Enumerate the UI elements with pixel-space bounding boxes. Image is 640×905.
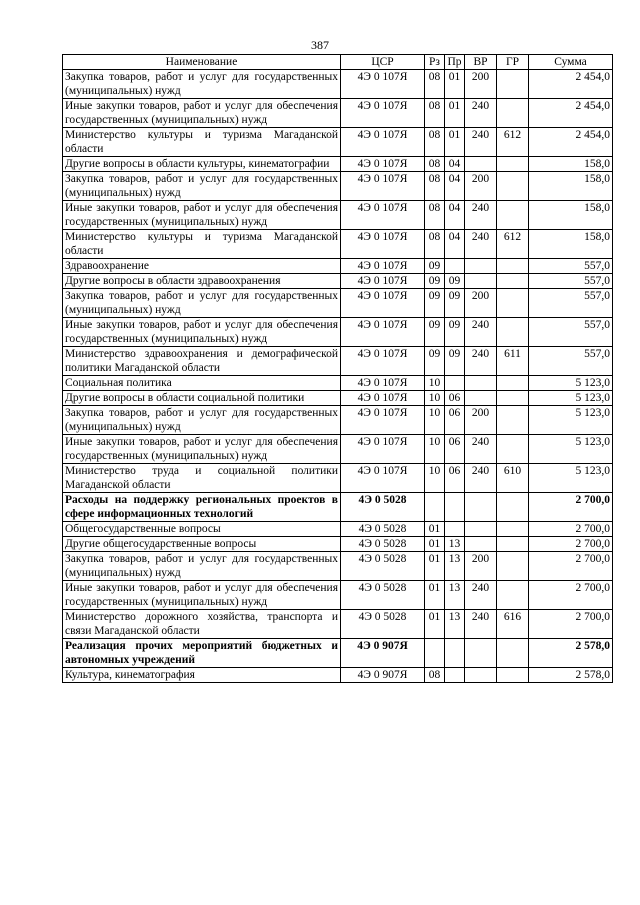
cell-gr (497, 639, 529, 668)
cell-rz: 09 (425, 274, 445, 289)
cell-name: Другие вопросы в области социальной политики (63, 391, 341, 406)
table-row (63, 581, 613, 610)
table-row (63, 552, 613, 581)
cell-pr: 06 (445, 391, 465, 406)
cell-pr: 09 (445, 289, 465, 318)
cell-vr: 240 (465, 464, 497, 493)
cell-vr (465, 537, 497, 552)
cell-rz: 09 (425, 318, 445, 347)
cell-name: Закупка товаров, работ и услуг для государственных (муниципальных) нужд (63, 289, 341, 318)
table-row (63, 435, 613, 464)
cell-name: Социальная политика (63, 376, 341, 391)
cell-sum: 2 578,0 (529, 668, 613, 683)
cell-rz: 10 (425, 435, 445, 464)
cell-csr: 4Э 0 107Я (341, 435, 425, 464)
cell-name: Другие вопросы в области здравоохранения (63, 274, 341, 289)
cell-sum: 2 700,0 (529, 537, 613, 552)
cell-rz: 01 (425, 552, 445, 581)
cell-csr: 4Э 0 5028 (341, 552, 425, 581)
cell-csr: 4Э 0 107Я (341, 289, 425, 318)
cell-rz: 08 (425, 128, 445, 157)
cell-vr (465, 639, 497, 668)
cell-csr: 4Э 0 107Я (341, 201, 425, 230)
cell-gr (497, 552, 529, 581)
cell-rz (425, 493, 445, 522)
cell-pr (445, 493, 465, 522)
table-row (63, 639, 613, 668)
cell-csr: 4Э 0 107Я (341, 128, 425, 157)
cell-csr: 4Э 0 107Я (341, 99, 425, 128)
cell-sum: 557,0 (529, 274, 613, 289)
cell-gr (497, 157, 529, 172)
cell-csr: 4Э 0 907Я (341, 639, 425, 668)
table-row (63, 172, 613, 201)
cell-vr: 200 (465, 289, 497, 318)
cell-csr: 4Э 0 5028 (341, 493, 425, 522)
cell-sum: 5 123,0 (529, 376, 613, 391)
cell-gr (497, 274, 529, 289)
header-vr: ВР (465, 55, 497, 70)
table-row (63, 289, 613, 318)
cell-pr (445, 668, 465, 683)
cell-gr (497, 70, 529, 99)
cell-pr: 01 (445, 128, 465, 157)
cell-csr: 4Э 0 107Я (341, 259, 425, 274)
cell-rz: 10 (425, 406, 445, 435)
cell-pr: 09 (445, 274, 465, 289)
cell-sum: 158,0 (529, 230, 613, 259)
table-row (63, 201, 613, 230)
cell-name: Закупка товаров, работ и услуг для государственных (муниципальных) нужд (63, 406, 341, 435)
cell-name: Закупка товаров, работ и услуг для государственных (муниципальных) нужд (63, 70, 341, 99)
header-pr: Пр (445, 55, 465, 70)
cell-csr: 4Э 0 107Я (341, 274, 425, 289)
cell-vr: 240 (465, 201, 497, 230)
table-row (63, 464, 613, 493)
cell-pr: 06 (445, 435, 465, 464)
cell-sum: 2 700,0 (529, 493, 613, 522)
cell-sum: 557,0 (529, 347, 613, 376)
cell-csr: 4Э 0 107Я (341, 391, 425, 406)
table-row (63, 230, 613, 259)
header-sum: Сумма (529, 55, 613, 70)
cell-gr (497, 537, 529, 552)
cell-name: Министерство культуры и туризма Магаданской области (63, 230, 341, 259)
cell-csr: 4Э 0 107Я (341, 406, 425, 435)
cell-csr: 4Э 0 107Я (341, 70, 425, 99)
cell-rz: 08 (425, 230, 445, 259)
cell-name: Министерство здравоохранения и демографической политики Магаданской области (63, 347, 341, 376)
cell-vr: 240 (465, 435, 497, 464)
cell-name: Министерство дорожного хозяйства, транспорта и связи Магаданской области (63, 610, 341, 639)
table-row (63, 493, 613, 522)
cell-name: Иные закупки товаров, работ и услуг для обеспечения государственных (муниципальных) нужд (63, 201, 341, 230)
cell-sum: 557,0 (529, 318, 613, 347)
table-row (63, 99, 613, 128)
cell-csr: 4Э 0 107Я (341, 230, 425, 259)
cell-csr: 4Э 0 5028 (341, 610, 425, 639)
cell-sum: 2 700,0 (529, 610, 613, 639)
cell-rz: 01 (425, 581, 445, 610)
cell-rz: 08 (425, 201, 445, 230)
header-csr: ЦСР (341, 55, 425, 70)
cell-rz: 09 (425, 289, 445, 318)
cell-vr: 200 (465, 70, 497, 99)
cell-sum: 158,0 (529, 157, 613, 172)
cell-vr: 240 (465, 318, 497, 347)
cell-vr (465, 493, 497, 522)
cell-pr (445, 522, 465, 537)
cell-rz: 01 (425, 610, 445, 639)
cell-name: Реализация прочих мероприятий бюджетных и автономных учреждений (63, 639, 341, 668)
table-row (63, 274, 613, 289)
page-number: 387 (311, 38, 329, 52)
cell-pr (445, 376, 465, 391)
cell-vr (465, 376, 497, 391)
table-row (63, 347, 613, 376)
cell-rz (425, 639, 445, 668)
cell-name: Иные закупки товаров, работ и услуг для обеспечения государственных (муниципальных) нужд (63, 581, 341, 610)
cell-vr: 240 (465, 347, 497, 376)
table-row (63, 157, 613, 172)
cell-vr (465, 259, 497, 274)
cell-gr: 612 (497, 128, 529, 157)
table-row (63, 128, 613, 157)
cell-csr: 4Э 0 107Я (341, 347, 425, 376)
cell-gr (497, 406, 529, 435)
cell-vr (465, 274, 497, 289)
cell-name: Министерство труда и социальной политики Магаданской области (63, 464, 341, 493)
cell-sum: 2 700,0 (529, 552, 613, 581)
cell-vr: 240 (465, 581, 497, 610)
cell-gr: 612 (497, 230, 529, 259)
cell-vr: 240 (465, 230, 497, 259)
cell-pr: 04 (445, 201, 465, 230)
cell-gr (497, 391, 529, 406)
cell-pr: 06 (445, 464, 465, 493)
table-row (63, 537, 613, 552)
cell-rz: 10 (425, 376, 445, 391)
cell-pr (445, 259, 465, 274)
cell-pr: 09 (445, 318, 465, 347)
cell-pr: 04 (445, 172, 465, 201)
cell-gr (497, 668, 529, 683)
cell-gr (497, 581, 529, 610)
cell-vr: 200 (465, 406, 497, 435)
cell-pr: 04 (445, 230, 465, 259)
cell-rz: 08 (425, 99, 445, 128)
budget-table (62, 54, 613, 683)
cell-gr (497, 493, 529, 522)
cell-sum: 2 454,0 (529, 128, 613, 157)
cell-sum: 2 700,0 (529, 522, 613, 537)
table-row (63, 318, 613, 347)
cell-name: Расходы на поддержку региональных проектов в сфере информационных технологий (63, 493, 341, 522)
cell-gr (497, 99, 529, 128)
cell-sum: 557,0 (529, 289, 613, 318)
cell-vr (465, 391, 497, 406)
cell-name: Другие вопросы в области культуры, кинематографии (63, 157, 341, 172)
cell-vr (465, 157, 497, 172)
table-row (63, 259, 613, 274)
cell-name: Общегосударственные вопросы (63, 522, 341, 537)
cell-name: Министерство культуры и туризма Магаданской области (63, 128, 341, 157)
cell-gr: 610 (497, 464, 529, 493)
cell-rz: 01 (425, 537, 445, 552)
cell-vr: 240 (465, 99, 497, 128)
cell-rz: 09 (425, 347, 445, 376)
cell-csr: 4Э 0 107Я (341, 157, 425, 172)
cell-pr: 01 (445, 70, 465, 99)
header-gr: ГР (497, 55, 529, 70)
cell-name: Закупка товаров, работ и услуг для государственных (муниципальных) нужд (63, 552, 341, 581)
cell-sum: 5 123,0 (529, 391, 613, 406)
cell-sum: 158,0 (529, 172, 613, 201)
cell-rz: 08 (425, 172, 445, 201)
cell-name: Культура, кинематография (63, 668, 341, 683)
cell-gr (497, 376, 529, 391)
cell-vr: 240 (465, 610, 497, 639)
cell-gr (497, 318, 529, 347)
cell-sum: 557,0 (529, 259, 613, 274)
cell-vr (465, 522, 497, 537)
cell-pr: 13 (445, 537, 465, 552)
cell-vr (465, 668, 497, 683)
cell-csr: 4Э 0 5028 (341, 522, 425, 537)
cell-csr: 4Э 0 107Я (341, 318, 425, 347)
table-row (63, 391, 613, 406)
cell-csr: 4Э 0 107Я (341, 464, 425, 493)
header-rz: Рз (425, 55, 445, 70)
cell-sum: 5 123,0 (529, 464, 613, 493)
cell-sum: 5 123,0 (529, 435, 613, 464)
table-row (63, 376, 613, 391)
table-header-row (63, 55, 613, 70)
cell-gr (497, 289, 529, 318)
table-body (63, 70, 613, 683)
cell-gr: 611 (497, 347, 529, 376)
cell-vr: 200 (465, 552, 497, 581)
cell-rz: 01 (425, 522, 445, 537)
cell-rz: 10 (425, 391, 445, 406)
cell-sum: 2 700,0 (529, 581, 613, 610)
cell-pr: 06 (445, 406, 465, 435)
cell-vr: 240 (465, 128, 497, 157)
cell-pr (445, 639, 465, 668)
cell-rz: 09 (425, 259, 445, 274)
cell-sum: 158,0 (529, 201, 613, 230)
cell-sum: 2 454,0 (529, 70, 613, 99)
cell-gr (497, 172, 529, 201)
table-row (63, 522, 613, 537)
table-row (63, 406, 613, 435)
cell-pr: 01 (445, 99, 465, 128)
cell-gr (497, 435, 529, 464)
cell-name: Другие общегосударственные вопросы (63, 537, 341, 552)
cell-pr: 13 (445, 610, 465, 639)
cell-sum: 2 454,0 (529, 99, 613, 128)
cell-name: Закупка товаров, работ и услуг для государственных (муниципальных) нужд (63, 172, 341, 201)
cell-rz: 08 (425, 70, 445, 99)
cell-rz: 08 (425, 668, 445, 683)
cell-rz: 10 (425, 464, 445, 493)
cell-pr: 13 (445, 581, 465, 610)
cell-csr: 4Э 0 907Я (341, 668, 425, 683)
cell-gr (497, 201, 529, 230)
cell-vr: 200 (465, 172, 497, 201)
table-row (63, 610, 613, 639)
header-name: Наименование (63, 55, 341, 70)
cell-csr: 4Э 0 5028 (341, 581, 425, 610)
cell-sum: 5 123,0 (529, 406, 613, 435)
cell-gr (497, 522, 529, 537)
cell-sum: 2 578,0 (529, 639, 613, 668)
cell-gr (497, 259, 529, 274)
cell-name: Иные закупки товаров, работ и услуг для обеспечения государственных (муниципальных) нужд (63, 318, 341, 347)
cell-rz: 08 (425, 157, 445, 172)
cell-csr: 4Э 0 107Я (341, 376, 425, 391)
cell-name: Здравоохранение (63, 259, 341, 274)
cell-pr: 13 (445, 552, 465, 581)
cell-csr: 4Э 0 107Я (341, 172, 425, 201)
cell-name: Иные закупки товаров, работ и услуг для обеспечения государственных (муниципальных) нужд (63, 99, 341, 128)
cell-csr: 4Э 0 5028 (341, 537, 425, 552)
table-row (63, 668, 613, 683)
cell-pr: 04 (445, 157, 465, 172)
table-row (63, 70, 613, 99)
cell-gr: 616 (497, 610, 529, 639)
cell-name: Иные закупки товаров, работ и услуг для обеспечения государственных (муниципальных) нужд (63, 435, 341, 464)
cell-pr: 09 (445, 347, 465, 376)
